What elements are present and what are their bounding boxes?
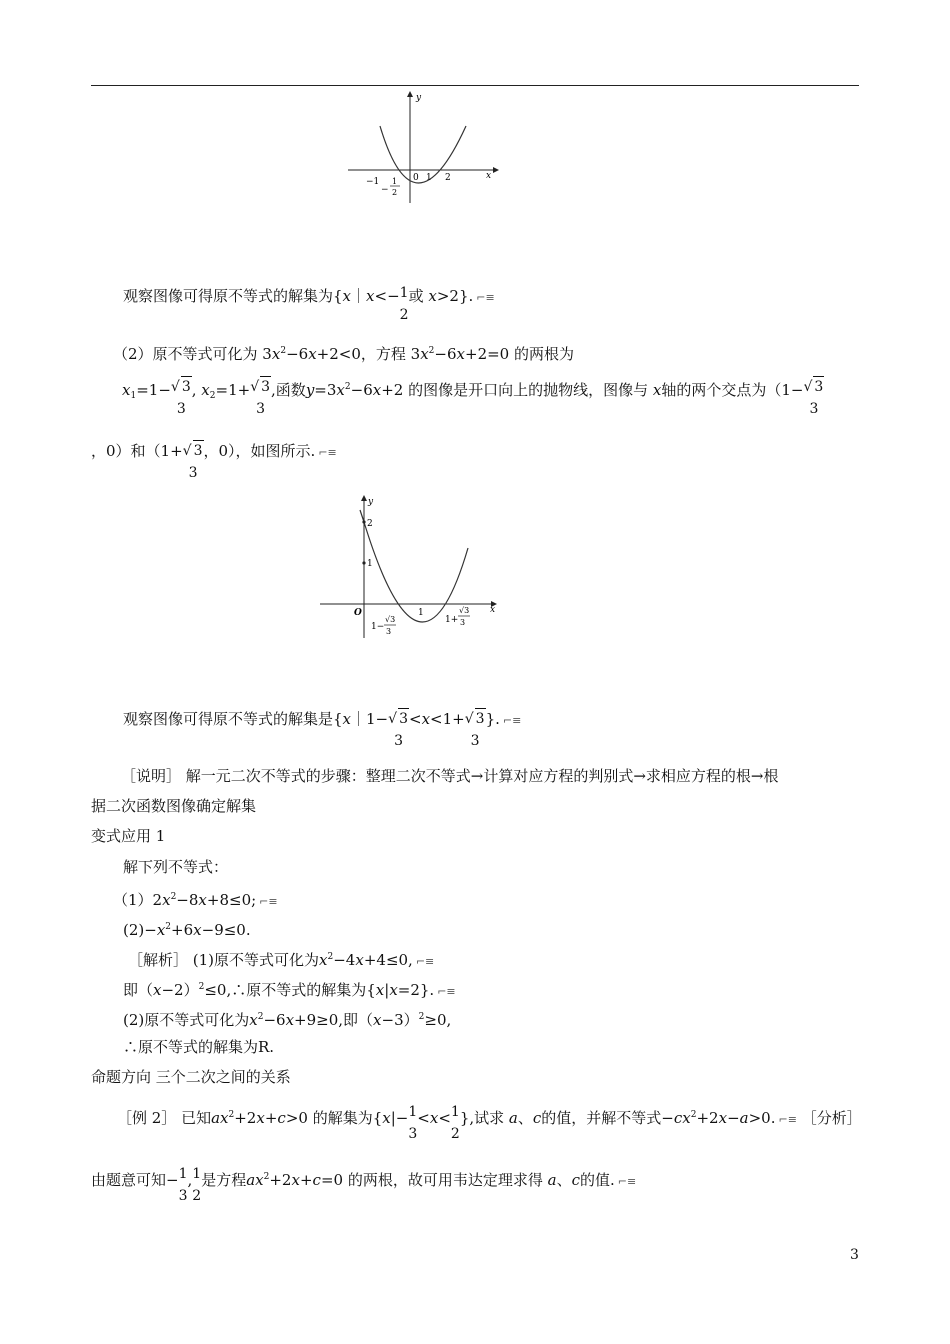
tick-y-1: 1 [367, 559, 373, 569]
analysis-text: 由题意可知− 1 3 , 1 2 是方程$ax^2+2x+c=0$ 的两根，故可用韦达定理求得 a、c的值. ⌐≡ [91, 1166, 637, 1204]
problem-2: $(2)-x^2+6x-9\le 0$. [123, 921, 251, 939]
paragraph-part-2: （2）原不等式可化为 $3x^2-6x+2<0$，方程 $3x^2-6x+2=0$ 的两根为 [113, 345, 574, 363]
tick-minus-half-den: 2 [392, 188, 398, 197]
paragraph-note: ［说明］ 解一元二次不等式的步骤：整理二次不等式→计算对应方程的判别式→求相应方程的根→根 [121, 767, 779, 785]
root-left-prefix: 1− [371, 622, 385, 632]
tick-y-2: 2 [367, 519, 373, 529]
tick-x-1: 1 [418, 608, 424, 618]
page-number: 3 [850, 1247, 859, 1263]
tick-2: 2 [445, 173, 451, 183]
header-rule [91, 85, 859, 86]
tick-0: 0 [413, 173, 419, 183]
solution-2: (2)原不等式可化为$x^2-6x+9\ge 0$,即$(x-3)^2\ge 0$, [123, 1011, 452, 1029]
y-axis-label: y [368, 497, 374, 507]
x-axis-label: x [486, 171, 492, 181]
paragraph-solution-set-1: 观察图像可得原不等式的解集为{x｜x<− 1 2 或 x>2}. ⌐≡ [123, 285, 495, 323]
paragraph-task: 解下列不等式： [123, 858, 229, 876]
tick-1: 1 [426, 173, 432, 183]
paragraph-intersections: ，0）和（1+ √ 3 3 ，0），如图所示. ⌐≡ [91, 442, 337, 481]
problem-1: $(1)2x^2-8x+8\le 0$; ⌐≡ [113, 891, 278, 909]
root-left-num: √3 [385, 615, 396, 624]
root-right-den: 3 [460, 618, 466, 627]
solution-1-cont: 即$(x-2)^2\le 0,\therefore$原不等式的解集为{x|x=2}. ⌐≡ [123, 981, 456, 999]
origin-label: O [354, 608, 362, 618]
solution-2-cont: ∴原不等式的解集为R. [123, 1038, 275, 1056]
root-right-prefix: 1+ [445, 615, 459, 625]
paragraph-solution-set-2: 观察图像可得原不等式的解集是{x｜1− √ 3 3 <x<1+ √ 3 3 }. ⌐≡ [123, 710, 522, 749]
parabola-graph-1 [340, 88, 510, 208]
tick-minus-half-num: 1 [392, 177, 398, 186]
tick-minus-half-sign: − [381, 185, 389, 195]
solution-1: ［解析］ (1)原不等式可化为$x^2-4x+4\le 0$, ⌐≡ [128, 951, 435, 969]
example-2: ［例 2］ 已知$ax^2+2x+c>0$ 的解集为{x|− 1 3 <x< 1 2 },试求 a、c的值，并解不等式$-cx^2+2x-a>0$. ⌐≡ ［分析］ [117, 1104, 862, 1142]
y-axis-label: y [416, 93, 422, 103]
root-right-num: √3 [459, 606, 470, 615]
parabola-graph-2 [316, 492, 506, 642]
x-axis-label: x [490, 605, 496, 615]
section-heading-topic: 命题方向 三个二次之间的关系 [91, 1068, 291, 1086]
root-left-den: 3 [386, 627, 392, 636]
paragraph-note-cont: 据二次函数图像确定解集 [91, 797, 257, 815]
tick-minus-1: −1 [366, 177, 380, 187]
paragraph-roots: $x_1=1-$ √ 3 3 , $x_2=1+$ √ 3 3 ,函数$y=3x^2-6x+2$ 的图像是开口向上的抛物线，图像与 x轴的两个交点为（1− √ 3 3 [122, 376, 824, 419]
section-heading-variant: 变式应用 1 [91, 827, 166, 845]
